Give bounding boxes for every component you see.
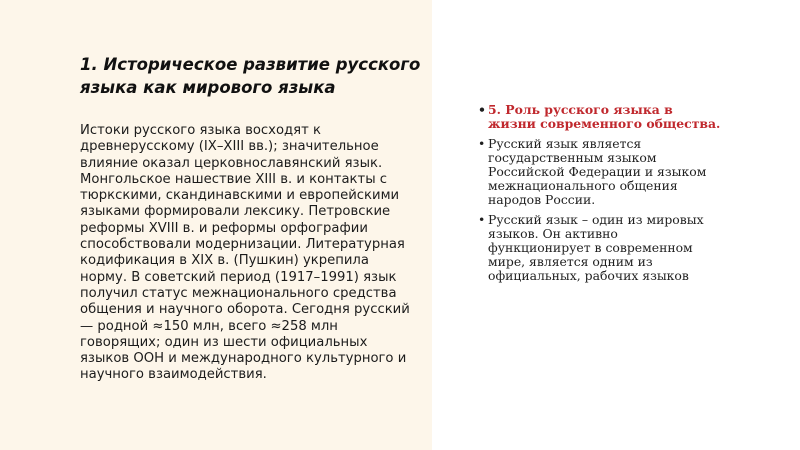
bullet-icon: • bbox=[478, 212, 486, 227]
bullet-icon: • bbox=[478, 102, 486, 117]
slide-body-text: Истоки русского языка восходят к древнерусскому (IX–XIII вв.); значительное влияние оказал церковнославянский язык. Монгольское нашествие XIII в. и контакты с тюркскими, скандинавскими и европейскими языками формировали лексику. Петровские реформы XVIII в. и реформы орфографии способствовали модернизации. Литературная кодификация в XIX в. (Пушкин) укрепила норму. В советский период (1917–1991) язык получил статус межнационального средства общения и научного оборота. Сегодня русский — родной ≈150 млн, всего ≈258 млн говорящих; один из шести официальных языков ООН и международного культурного и научного взаимодействия. bbox=[80, 123, 410, 383]
list-item-text: Русский язык является государственным языком Российской Федерации и языком межнационального общения народов России. bbox=[488, 136, 707, 207]
list-item bbox=[478, 213, 723, 283]
list-item bbox=[478, 137, 723, 207]
bullet-icon: • bbox=[478, 136, 486, 151]
list-item-text: Русский язык – один из мировых языков. Он активно функционирует в современном мире, является одним из официальных, рабочих языков bbox=[488, 212, 704, 283]
right-heading bbox=[478, 103, 723, 131]
slide-title: 1. Историческое развитие русского языка как мирового языка bbox=[80, 55, 421, 97]
right-heading-text: 5. Роль русского языка в жизни современного общества. bbox=[488, 102, 721, 131]
right-content bbox=[478, 103, 723, 289]
